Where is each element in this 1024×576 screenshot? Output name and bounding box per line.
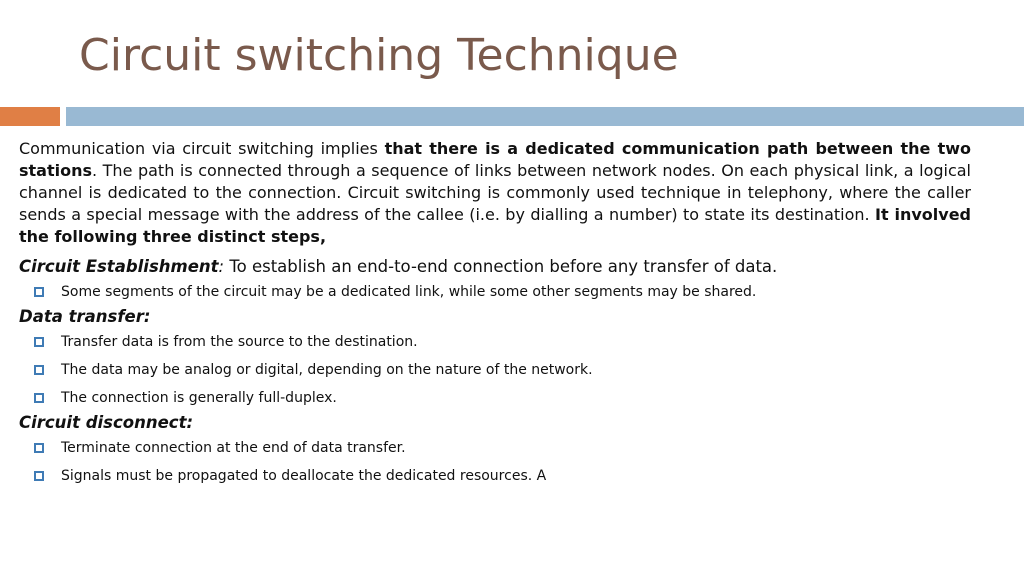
step-term: Data transfer: bbox=[19, 307, 151, 326]
list-item-text: The data may be analog or digital, depending on the nature of the network. bbox=[61, 362, 593, 378]
step-term: Circuit Establishment bbox=[19, 257, 219, 276]
accent-bar-orange bbox=[0, 107, 60, 126]
list-item-text: Signals must be propagated to deallocate the dedicated resources. A bbox=[61, 468, 547, 484]
list-item bbox=[61, 356, 971, 384]
list-item bbox=[61, 462, 971, 490]
intro-text-1: Communication via circuit switching implies bbox=[19, 139, 385, 158]
bullet-list bbox=[19, 434, 971, 490]
intro-text-2: . The path is connected through a sequence of links between network nodes. On each physical link, a logical channel is dedicated to the connection. Circuit switching is commonly used technique in telephony, where the caller sends a special message with the address of the callee (i.e. by dialling a number) to state its destination. bbox=[19, 161, 971, 224]
list-item-text: Some segments of the circuit may be a dedicated link, while some other segments may be shared. bbox=[61, 284, 757, 300]
list-item bbox=[61, 278, 971, 306]
intro-bold-1: that there is a dedicated communication path between the two stations bbox=[19, 139, 972, 180]
bullet-list bbox=[19, 278, 971, 306]
square-bullet-icon bbox=[34, 365, 44, 375]
slide-title: Circuit switching Technique bbox=[79, 30, 679, 81]
square-bullet-icon bbox=[34, 393, 44, 403]
list-item bbox=[61, 384, 971, 412]
bullet-list bbox=[19, 328, 971, 412]
square-bullet-icon bbox=[34, 471, 44, 481]
list-item-text: The connection is generally full-duplex. bbox=[61, 390, 337, 406]
list-item bbox=[61, 328, 971, 356]
step-description: To establish an end-to-end connection before any transfer of data. bbox=[224, 257, 778, 276]
accent-bar-blue bbox=[66, 107, 1024, 126]
step-data-transfer bbox=[19, 306, 971, 328]
intro-paragraph bbox=[19, 138, 971, 248]
slide-body bbox=[19, 138, 971, 490]
step-circuit-disconnect bbox=[19, 412, 971, 434]
intro-bold-2: It involved the following three distinct steps, bbox=[19, 205, 971, 246]
square-bullet-icon bbox=[34, 337, 44, 347]
step-separator: : bbox=[218, 257, 225, 276]
step-term: Circuit disconnect: bbox=[19, 413, 194, 432]
list-item-text: Terminate connection at the end of data transfer. bbox=[61, 440, 406, 456]
step-circuit-establishment bbox=[19, 256, 971, 278]
list-item-text: Transfer data is from the source to the destination. bbox=[61, 334, 418, 350]
square-bullet-icon bbox=[34, 287, 44, 297]
list-item bbox=[61, 434, 971, 462]
square-bullet-icon bbox=[34, 443, 44, 453]
